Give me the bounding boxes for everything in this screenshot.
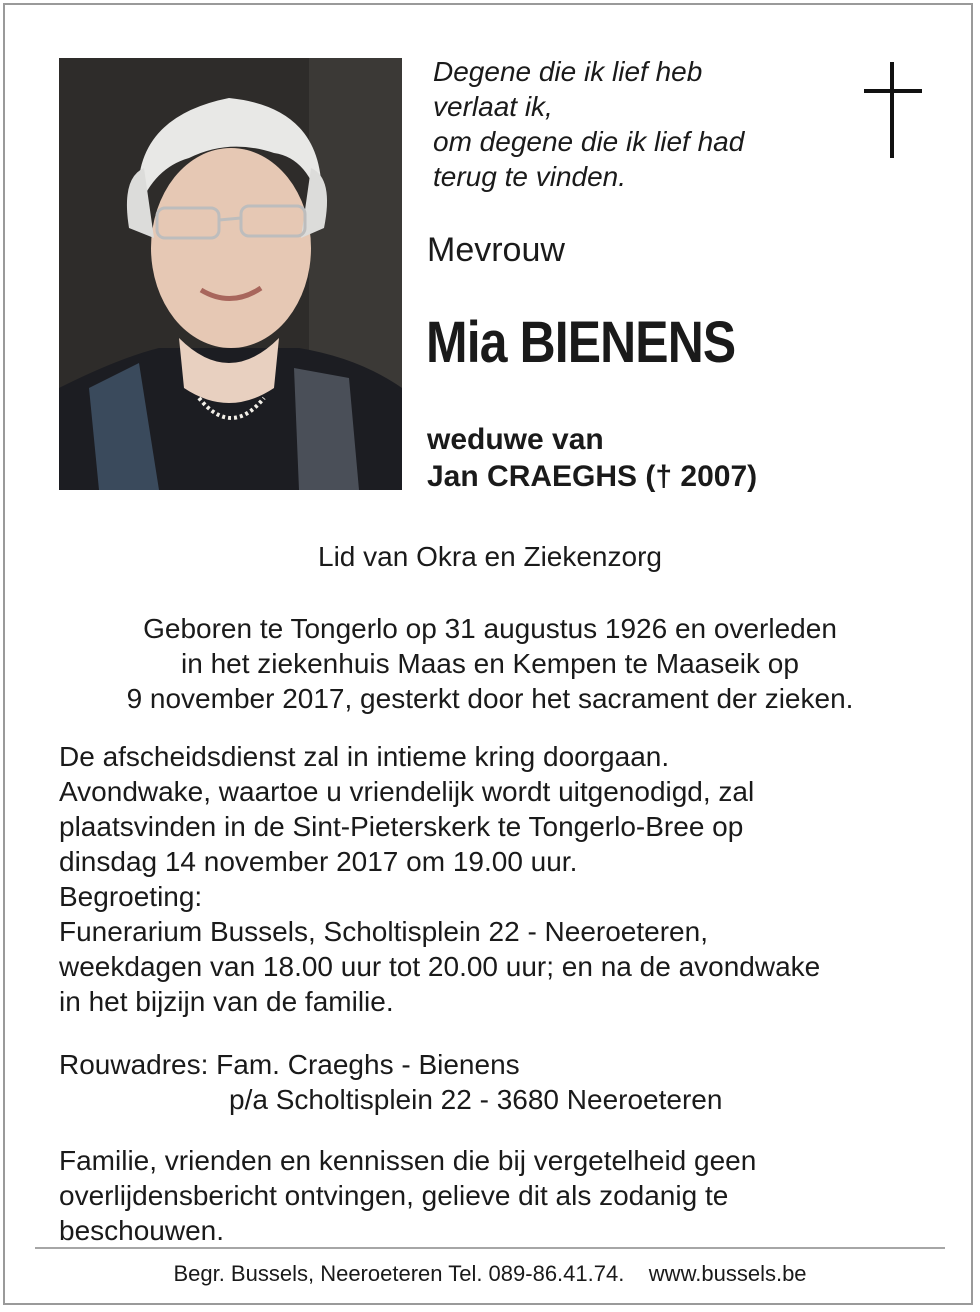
birth-death-line: Geboren te Tongerlo op 31 augustus 1926 en overleden (143, 613, 837, 644)
membership-text: Lid van Okra en Ziekenzorg (318, 541, 662, 572)
portrait-photo (59, 58, 402, 490)
mourning-address-line: p/a Scholtisplein 22 - 3680 Neeroeteren (229, 1084, 723, 1115)
deceased-name: Mia BIENENS (426, 310, 736, 375)
family-notice (59, 1143, 949, 1248)
service-line: in het bijzijn van de familie. (59, 986, 394, 1017)
notice-line: Familie, vrienden en kennissen die bij vergetelheid geen (59, 1145, 757, 1176)
birth-death-line: 9 november 2017, gesterkt door het sacrament der zieken. (126, 683, 854, 714)
spouse-info (427, 421, 757, 495)
service-line: plaatsvinden in de Sint-Pieterskerk te Tongerlo-Bree op (59, 811, 744, 842)
notice-line: overlijdensbericht ontvingen, gelieve dit als zodanig te (59, 1180, 729, 1211)
footer-website[interactable]: www.bussels.be (648, 1261, 807, 1286)
service-line: Funerarium Bussels, Scholtisplein 22 - Neeroeteren, (59, 916, 708, 947)
poem-line: om degene die ik lief had (433, 126, 745, 157)
poem-line: verlaat ik, (433, 91, 553, 122)
service-line: weekdagen van 18.00 uur tot 20.00 uur; en na de avondwake (59, 951, 821, 982)
notice-line: beschouwen. (59, 1215, 225, 1246)
footer (0, 1260, 980, 1288)
mourning-address (59, 1047, 949, 1117)
memorial-poem (433, 54, 853, 194)
birth-death-details (0, 611, 980, 716)
service-details (59, 739, 949, 1019)
membership (0, 539, 980, 574)
service-line: Avondwake, waartoe u vriendelijk wordt uitgenodigd, zal (59, 776, 755, 807)
mourning-address-line: Rouwadres: Fam. Craeghs - Bienens (59, 1049, 520, 1080)
service-line: dinsdag 14 november 2017 om 19.00 uur. (59, 846, 578, 877)
footer-divider (35, 1247, 945, 1249)
cross-icon (864, 62, 922, 158)
poem-line: terug te vinden. (433, 161, 627, 192)
spouse-name: Jan CRAEGHS († 2007) (427, 460, 758, 493)
salutation: Mevrouw (427, 231, 565, 269)
birth-death-line: in het ziekenhuis Maas en Kempen te Maaseik op (181, 648, 799, 679)
footer-company: Begr. Bussels, Neeroeteren Tel. 089-86.41.74. (173, 1261, 625, 1286)
spouse-relation: weduwe van (427, 423, 604, 456)
service-line: De afscheidsdienst zal in intieme kring doorgaan. (59, 741, 670, 772)
service-line: Begroeting: (59, 881, 203, 912)
poem-line: Degene die ik lief heb (433, 56, 703, 87)
